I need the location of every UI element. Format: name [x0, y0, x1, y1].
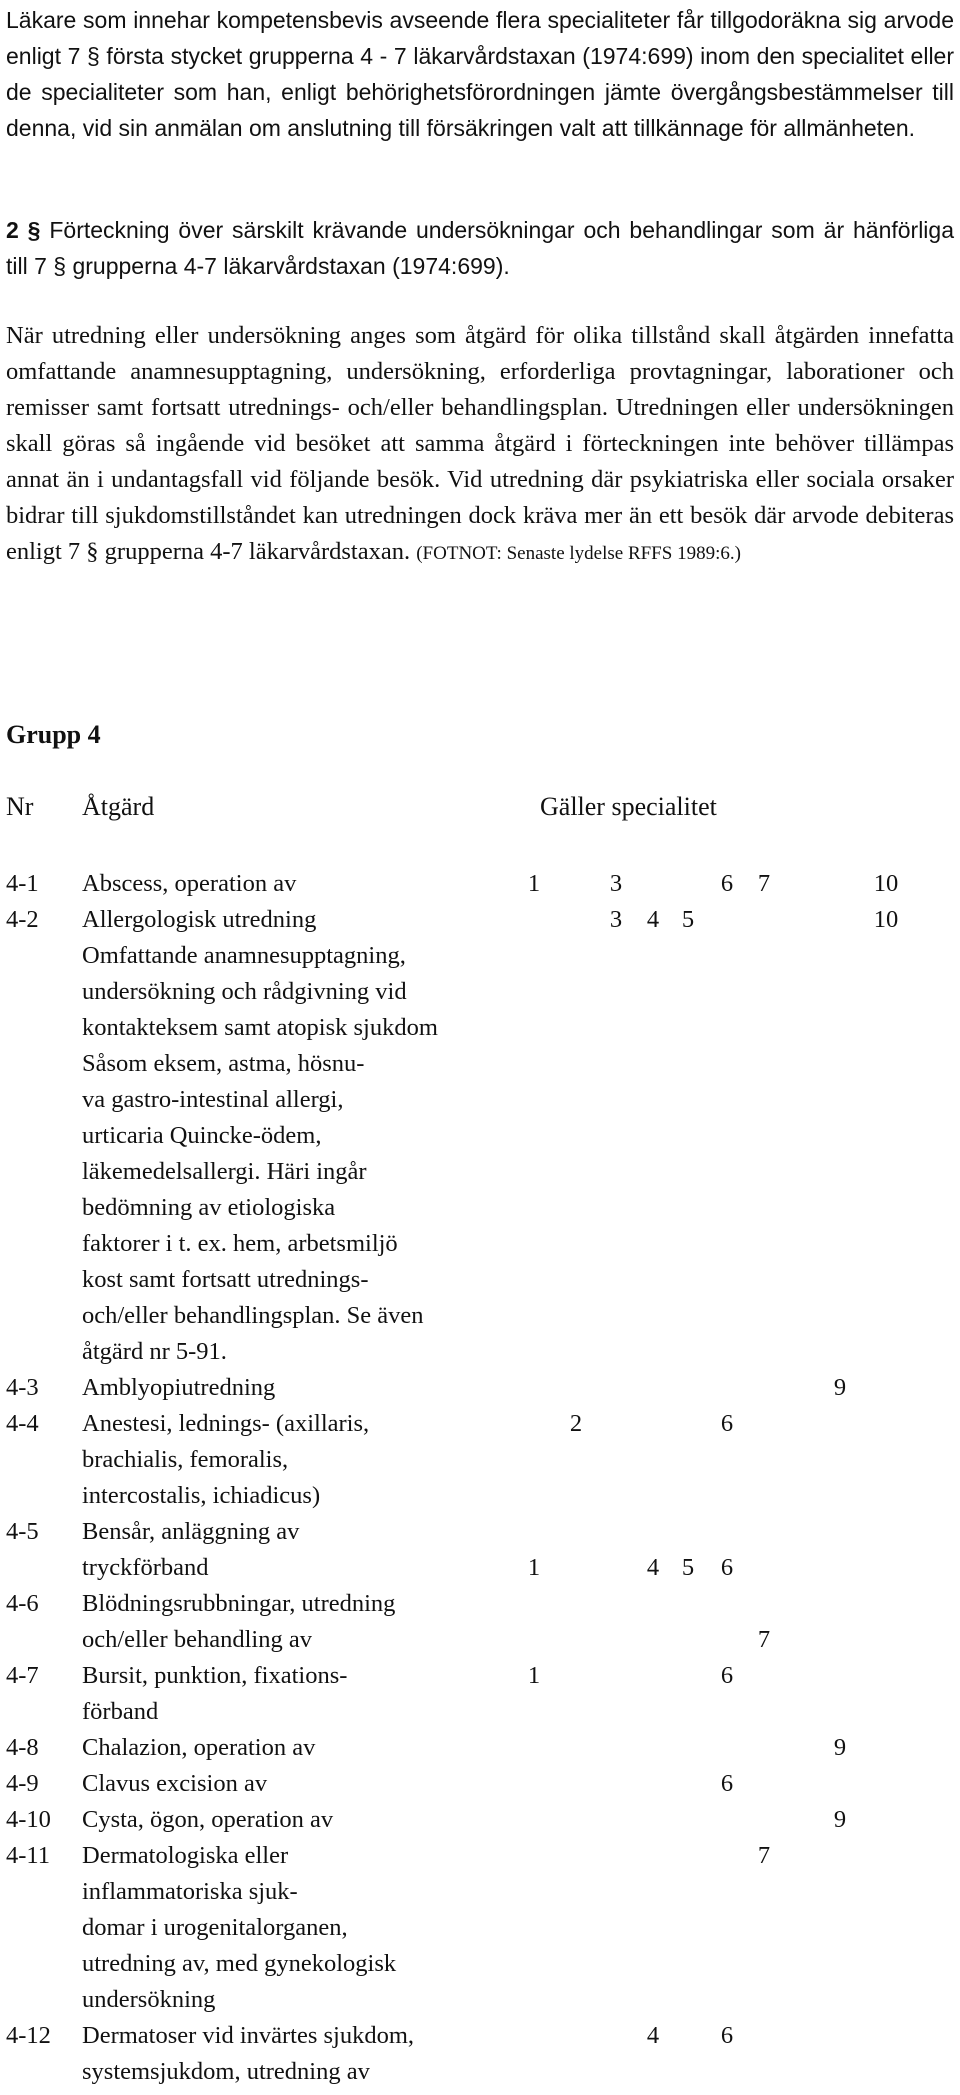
specialty-code: 5	[681, 906, 695, 933]
row-atgard: Dermatoser vid invärtes sjukdom, systemsjukdom, utredning av	[82, 2022, 415, 2085]
specialty-code: 7	[757, 870, 771, 897]
row-number: 4-10	[6, 1806, 51, 1833]
group-heading: Grupp 4	[6, 720, 101, 749]
row-number: 4-9	[6, 1770, 39, 1797]
intro-paragraph-1: Läkare som innehar kompetensbevis avseende flera specialiteter får tillgodoräkna sig arvode enligt 7 § första stycket grupperna 4 - 7 läkarvårdstaxan (1974:699) inom den specialitet eller de specialiteter som han, enligt behörighetsförordningen jämte övergångsbestämmelser till denna, vid sin anmälan om anslutning till försäkringen valt att tillkännage för allmänheten.	[6, 7, 954, 141]
specialty-code: 2	[569, 1410, 583, 1437]
specialty-code: 4	[646, 2022, 660, 2049]
row-number: 4-2	[6, 906, 39, 933]
row-number: 4-5	[6, 1518, 39, 1545]
paragraph-3-text: När utredning eller undersökning anges som åtgärd för olika tillstånd skall åtgärden innefatta omfattande anamnesupptagning, undersökning, erforderliga provtagningar, laborationer och remisser samt fortsatt utrednings- och/eller behandlingsplan. Utredningen eller undersökningen skall göras så ingående vid besöket att samma åtgärd i förteckningen inte behöver tillämpas annat än i undantagsfall vid följande besök. Vid utredning där psykiatriska eller sociala orsaker bidrar till sjukdomstillståndet kan utredningen dock kräva mer än ett besök där arvode debiteras enligt 7 § grupperna 4-7 läkarvårdstaxan.	[6, 322, 954, 565]
specialty-code: 6	[720, 870, 734, 897]
specialty-code: 1	[527, 1554, 541, 1581]
row-number: 4-6	[6, 1590, 39, 1617]
column-header-specialitet: Gäller specialitet	[540, 792, 717, 821]
specialty-code: 1	[527, 1662, 541, 1689]
row-atgard: Amblyopiutredning	[82, 1374, 276, 1401]
specialty-code: 6	[720, 1554, 734, 1581]
row-atgard: Chalazion, operation av	[82, 1734, 316, 1761]
row-atgard: Clavus excision av	[82, 1770, 268, 1797]
row-number: 4-7	[6, 1662, 39, 1689]
specialty-code: 10	[873, 870, 899, 897]
footnote: (FOTNOT: Senaste lydelse RFFS 1989:6.)	[416, 543, 741, 564]
row-atgard: Abscess, operation av	[82, 870, 297, 897]
specialty-code: 6	[720, 1410, 734, 1437]
specialty-code: 9	[833, 1374, 847, 1401]
intro-paragraph-3	[6, 318, 954, 572]
section-2-paragraph	[6, 212, 954, 284]
specialty-code: 6	[720, 1662, 734, 1689]
row-number: 4-12	[6, 2022, 51, 2049]
specialty-code: 10	[873, 906, 899, 933]
specialty-code: 7	[757, 1626, 771, 1653]
specialty-code: 4	[646, 906, 660, 933]
specialty-code: 9	[833, 1734, 847, 1761]
row-atgard: Allergologisk utredning Omfattande anamnesupptagning, undersökning och rådgivning vid kontakteksem samt atopisk sjukdom Såsom eksem, astma, hösnu- va gastro-intestinal allergi, urticaria Quincke-ödem, läkemedelsallergi. Häri ingår bedömning av etiologiska faktorer i t. ex. hem, arbetsmiljö kost samt fortsatt utrednings- och/eller behandlingsplan. Se även åtgärd nr 5-91.	[82, 906, 438, 1365]
specialty-code: 9	[833, 1806, 847, 1833]
specialty-code: 1	[527, 870, 541, 897]
specialty-code: 7	[757, 1842, 771, 1869]
row-number: 4-8	[6, 1734, 39, 1761]
row-atgard: Blödningsrubbningar, utredning och/eller behandling av	[82, 1590, 396, 1653]
row-number: 4-11	[6, 1842, 50, 1869]
row-atgard: Cysta, ögon, operation av	[82, 1806, 334, 1833]
specialty-code: 5	[681, 1554, 695, 1581]
specialty-code: 3	[609, 870, 623, 897]
row-atgard: Dermatologiska eller inflammatoriska sjuk- domar i urogenitalorganen, utredning av, med gynekologisk undersökning	[82, 1842, 397, 2013]
row-number: 4-1	[6, 870, 39, 897]
specialty-code: 6	[720, 2022, 734, 2049]
column-header-atgard: Åtgärd	[82, 792, 155, 821]
column-header-nr: Nr	[6, 792, 34, 821]
section-number: 2 §	[6, 217, 41, 243]
row-atgard: Anestesi, lednings- (axillaris, brachialis, femoralis, intercostalis, ichiadicus)	[82, 1410, 370, 1509]
row-number: 4-3	[6, 1374, 39, 1401]
specialty-code: 3	[609, 906, 623, 933]
row-number: 4-4	[6, 1410, 39, 1437]
row-atgard: Bensår, anläggning av tryckförband	[82, 1518, 300, 1581]
specialty-code: 6	[720, 1770, 734, 1797]
specialty-code: 4	[646, 1554, 660, 1581]
row-atgard: Bursit, punktion, fixations- förband	[82, 1662, 348, 1725]
section-2-text: Förteckning över särskilt krävande undersökningar och behandlingar som är hänförliga till 7 § grupperna 4-7 läkarvårdstaxan (1974:699).	[6, 217, 955, 279]
